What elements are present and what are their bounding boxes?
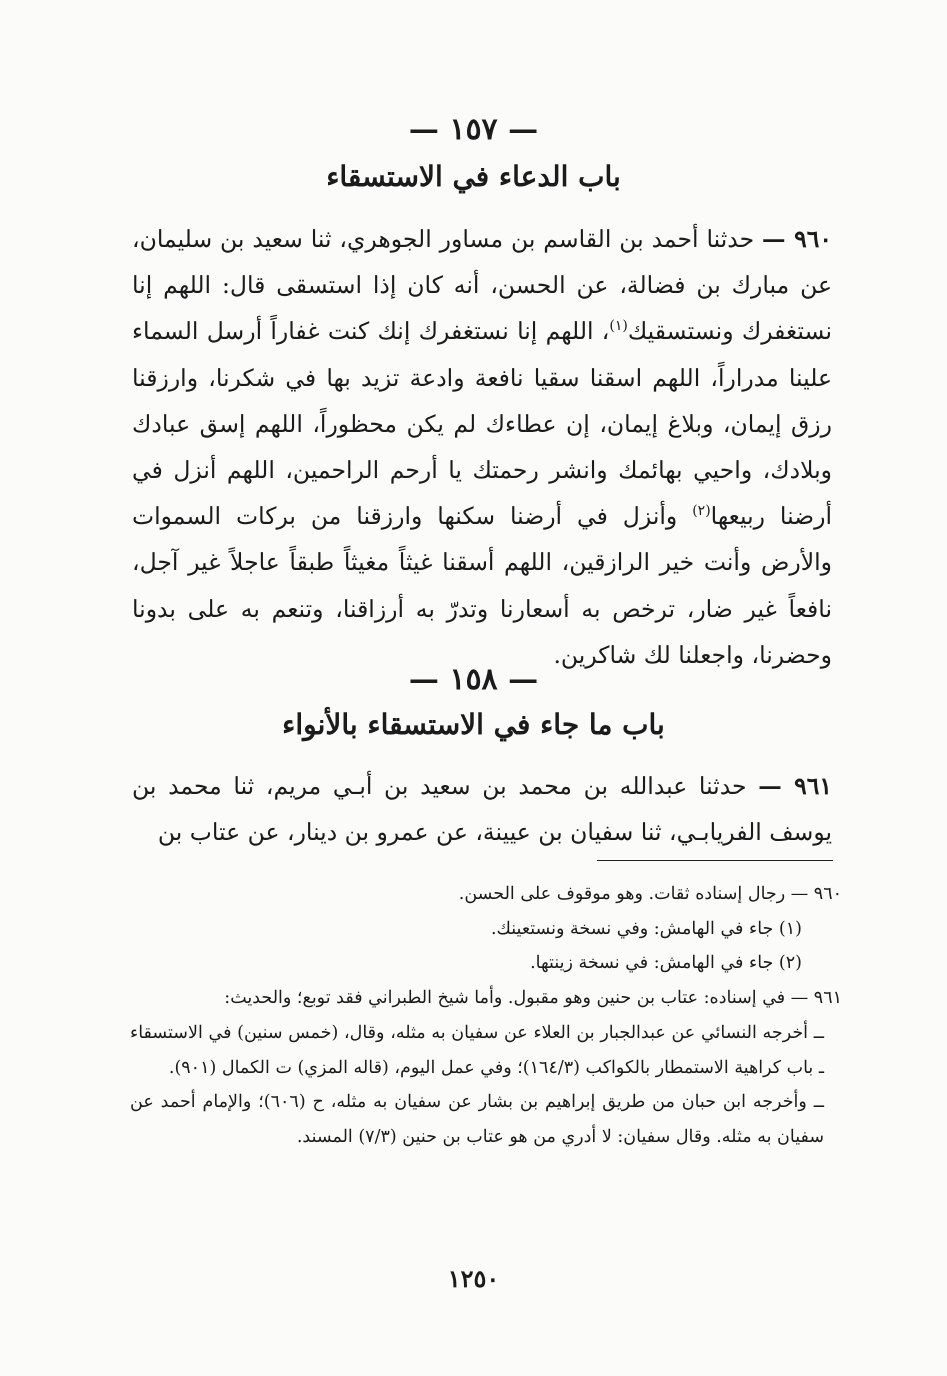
hadith-960 <box>132 216 832 678</box>
hadith-number-960: ٩٦٠ — <box>762 225 832 253</box>
section-number-158: — ١٥٨ — <box>408 662 539 697</box>
footnote-marker-1: (١) <box>609 318 628 335</box>
section-title-158: باب ما جاء في الاستسقاء بالأنواء <box>282 708 665 741</box>
footnote-961-nasai: ــ أخرجه النسائي عن عبدالجبار بن العلاء عن سفيان به مثله، وقال، (خمس سنين) في الاستسقاء ـ باب كراهية الاستمطار بالكواكب (١٦٤/٣)؛ وفي عمل اليوم، (قاله المزي) ت الكمال (٩٠١). <box>130 1022 824 1078</box>
hadith-960-text-part1: حدثنا أحمد بن القاسم بن مساور الجوهري، ثنا سعيد بن سليمان، عن مبارك بن فضالة، عن الحسن، أنه كان إذا استسقى قال: اللهم إنا نستغفرك ونستسقيك <box>132 225 832 346</box>
hadith-number-961: ٩٦١ — <box>758 772 832 800</box>
footnote-marker-2: (٢) <box>692 503 711 520</box>
section-title-157: باب الدعاء في الاستسقاء <box>326 160 621 193</box>
footnote-separator-rule <box>597 860 833 861</box>
footnote-960: ٩٦٠ — رجال إسناده ثقات. وهو موقوف على الحسن. <box>458 884 842 904</box>
hadith-961 <box>132 763 832 855</box>
hadith-961-text: حدثنا عبدالله بن محمد بن سعيد بن أبـي مريم، ثنا محمد بن يوسف الفريابـي، ثنا سفيان بن عيينة، عن عمرو بن دينار، عن عتاب بن <box>132 772 832 847</box>
footnote-2: (٢) جاء في الهامش: في نسخة زينتها. <box>530 953 802 974</box>
footnote-1: (١) جاء في الهامش: وفي نسخة ونستعينك. <box>490 918 802 939</box>
footnote-961-ibn-hibban: ــ وأخرجه ابن حبان من طريق إبراهيم بن بشار عن سفيان به مثله، ح (٦٠٦)؛ والإمام أحمد عن سفيان به مثله. وقال سفيان: لا أدري من هو عتاب بن حنين (٧/٣) المسند. <box>130 1092 824 1147</box>
footnote-961: ٩٦١ — في إسناده: عتاب بن حنين وهو مقبول. وأما شيخ الطبراني فقد توبع؛ والحديث: <box>224 988 842 1009</box>
section-number-157: — ١٥٧ — <box>408 112 539 147</box>
footnotes <box>130 877 842 1155</box>
hadith-960-text-part3: وأنزل في أرضنا سكنها وارزقنا من بركات السموات والأرض وأنت خير الرازقين، اللهم أسقنا غيثاً مغيثاً طبقاً عاجلاً غير آجل، نافعاً غير ضار، ترخص به أسعارنا وتدرّ به أرزاقنا، وتنعم به على بدونا وحضرنا، واجعلنا لك شاكرين. <box>132 502 832 669</box>
page-number: ١٢٥٠ <box>447 1264 500 1293</box>
hadith-960-text-part2: ، اللهم إنا نستغفرك إنك كنت غفاراً أرسل السماء علينا مدراراً، اللهم اسقنا سقيا نافعة وادعة تزيد بها في شكرنا، وارزقنا رزق إيمان، وبلاغ إيمان، إن عطاءك لم يكن محظوراً، اللهم إسق عبادك وبلادك، واحيي بهائمك وانشر رحمتك يا أرحم الراحمين، اللهم أنزل في أرضنا ربيعها <box>132 317 832 531</box>
